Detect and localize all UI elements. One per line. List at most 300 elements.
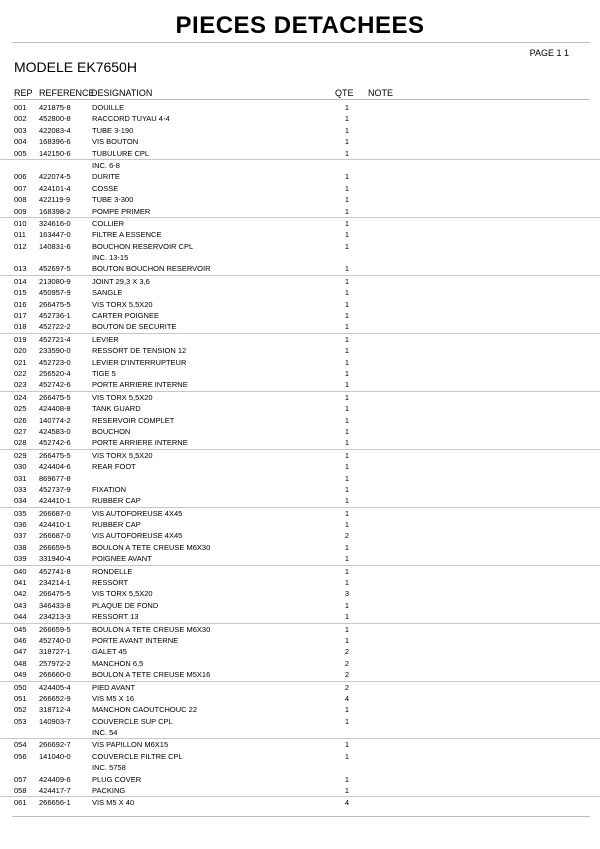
row-designation: RESSORT 13: [92, 612, 139, 622]
row-designation: VIS BOUTON: [92, 137, 139, 147]
row-rep: 024: [14, 392, 27, 402]
row-rep: 050: [14, 682, 27, 692]
row-designation: TUBE 3-190: [92, 125, 134, 135]
table-row: [0, 577, 600, 588]
row-reference: 324616-0: [39, 218, 71, 228]
table-row: [0, 704, 600, 715]
table-row: [0, 762, 600, 773]
row-reference: 424408-8: [39, 404, 71, 414]
row-rep: 027: [14, 426, 27, 436]
table-row: [0, 681, 600, 693]
row-qte: 1: [344, 484, 350, 494]
table-row: [0, 275, 600, 287]
row-qte: 1: [344, 438, 350, 448]
row-qte: 1: [344, 716, 350, 726]
row-reference: 452737-9: [39, 484, 71, 494]
row-designation: RUBBER CAP: [92, 496, 141, 506]
table-row: [0, 530, 600, 541]
table-row: [0, 553, 600, 564]
row-qte: 1: [344, 578, 350, 588]
row-reference: 233590-0: [39, 346, 71, 356]
row-reference: 424410-1: [39, 496, 71, 506]
table-row: [0, 310, 600, 321]
row-qte: 1: [344, 612, 350, 622]
row-reference: 424409-6: [39, 774, 71, 784]
row-qte: 1: [344, 368, 350, 378]
row-reference: 163447-0: [39, 230, 71, 240]
header-reference: REFERENCE: [39, 88, 95, 98]
row-reference: 422083-4: [39, 125, 71, 135]
table-row: [0, 461, 600, 472]
row-reference: 266656-1: [39, 798, 71, 808]
row-rep: 031: [14, 473, 27, 483]
row-designation: PLAQUE DE FOND: [92, 600, 159, 610]
row-rep: 022: [14, 368, 27, 378]
row-reference: 422119-9: [39, 195, 71, 205]
table-row: [0, 600, 600, 611]
row-reference: 140774-2: [39, 415, 71, 425]
table-row: [0, 403, 600, 414]
row-rep: 044: [14, 612, 27, 622]
row-designation: BOUCHON: [92, 426, 131, 436]
row-rep: 021: [14, 357, 27, 367]
header-qte: QTE: [335, 88, 354, 98]
row-reference: 142150-6: [39, 148, 71, 158]
row-qte: 1: [344, 751, 350, 761]
row-qte: 1: [344, 415, 350, 425]
row-qte: 1: [344, 496, 350, 506]
row-designation: BOUTON BOUCHON RESERVOIR: [92, 264, 211, 274]
row-designation: VIS TORX 5,5X20: [92, 392, 153, 402]
row-reference: 424101-4: [39, 183, 71, 193]
row-rep: 047: [14, 647, 27, 657]
row-reference: 318712-4: [39, 705, 71, 715]
row-designation: VIS PAPILLON M6X15: [92, 740, 169, 750]
row-rep: 015: [14, 288, 27, 298]
row-reference: 266652-9: [39, 693, 71, 703]
model-label: MODELE EK7650H: [14, 59, 137, 75]
table-row: [0, 437, 600, 448]
row-qte: 1: [344, 299, 350, 309]
row-designation: POMPE PRIMER: [92, 206, 151, 216]
row-rep: 048: [14, 658, 27, 668]
row-reference: 424417-7: [39, 786, 71, 796]
row-reference: 213080-9: [39, 276, 71, 286]
row-qte: 1: [344, 334, 350, 344]
row-qte: 2: [344, 658, 350, 668]
row-rep: 057: [14, 774, 27, 784]
row-qte: 1: [344, 404, 350, 414]
row-designation: PIED AVANT: [92, 682, 136, 692]
row-rep: 058: [14, 786, 27, 796]
table-row: [0, 252, 600, 263]
row-designation: RUBBER CAP: [92, 520, 141, 530]
row-rep: 042: [14, 589, 27, 599]
row-designation: JOINT 29,3 X 3,6: [92, 276, 150, 286]
table-row: [0, 542, 600, 553]
header-rep: REP: [14, 88, 33, 98]
row-reference: 266475-5: [39, 392, 71, 402]
row-reference: 452741-8: [39, 566, 71, 576]
row-qte: 1: [344, 114, 350, 124]
row-designation: LEVIER: [92, 334, 119, 344]
row-designation: LEVIER D'INTERRUPTEUR: [92, 357, 187, 367]
row-qte: 1: [344, 264, 350, 274]
row-qte: 1: [344, 740, 350, 750]
row-rep: 012: [14, 241, 27, 251]
row-qte: 2: [344, 647, 350, 657]
header-divider: [12, 99, 590, 100]
table-row: [0, 136, 600, 147]
row-rep: 028: [14, 438, 27, 448]
table-row: [0, 774, 600, 785]
table-row: [0, 588, 600, 599]
row-reference: 266692-7: [39, 740, 71, 750]
row-rep: 013: [14, 264, 27, 274]
table-row: [0, 623, 600, 635]
row-rep: 039: [14, 554, 27, 564]
table-row: [0, 263, 600, 274]
row-qte: 1: [344, 566, 350, 576]
row-designation: POIGNEE AVANT: [92, 554, 152, 564]
row-qte: 1: [344, 705, 350, 715]
table-row: [0, 345, 600, 356]
row-reference: 266687-0: [39, 508, 71, 518]
row-qte: 1: [344, 624, 350, 634]
row-reference: 452723-0: [39, 357, 71, 367]
table-row: [0, 241, 600, 252]
row-qte: 1: [344, 195, 350, 205]
page-number: PAGE 1 1: [529, 48, 569, 58]
row-reference: 266660-0: [39, 670, 71, 680]
row-designation: BOUTON DE SECURITE: [92, 322, 177, 332]
row-reference: 424404-6: [39, 462, 71, 472]
table-row: [0, 484, 600, 495]
footer-divider: [12, 816, 590, 817]
table-row: [0, 519, 600, 530]
row-designation: INC. 13-15: [92, 253, 129, 263]
row-rep: 037: [14, 531, 27, 541]
table-row: [0, 194, 600, 205]
table-row: [0, 693, 600, 704]
row-rep: 011: [14, 230, 26, 240]
table-row: [0, 102, 600, 113]
row-reference: 141040-0: [39, 751, 71, 761]
row-designation: RESSORT: [92, 578, 129, 588]
row-designation: PORTE ARRIERE INTERNE: [92, 380, 188, 390]
row-designation: TIGE 5: [92, 368, 116, 378]
row-reference: 421875-8: [39, 103, 71, 112]
table-row: [0, 125, 600, 136]
row-reference: 140903-7: [39, 716, 71, 726]
row-qte: 4: [344, 798, 350, 808]
table-row: [0, 299, 600, 310]
row-qte: 1: [344, 426, 350, 436]
table-row: [0, 391, 600, 403]
row-reference: 318727-1: [39, 647, 71, 657]
table-row: [0, 171, 600, 182]
row-designation: PACKING: [92, 786, 126, 796]
row-rep: 038: [14, 542, 27, 552]
row-designation: COLLIER: [92, 218, 125, 228]
row-reference: 452740-0: [39, 635, 71, 645]
row-qte: 1: [344, 183, 350, 193]
row-rep: 020: [14, 346, 27, 356]
row-designation: TUBE 3-300: [92, 195, 134, 205]
title-divider: [12, 42, 590, 43]
table-row: [0, 287, 600, 298]
row-qte: 2: [344, 670, 350, 680]
row-designation: INC. 5758: [92, 763, 126, 773]
row-rep: 054: [14, 740, 27, 750]
row-qte: 1: [344, 774, 350, 784]
row-rep: 041: [14, 578, 27, 588]
header-note: NOTE: [368, 88, 394, 98]
row-rep: 006: [14, 172, 27, 182]
table-row: [0, 635, 600, 646]
row-rep: 014: [14, 276, 27, 286]
table-row: [0, 183, 600, 194]
table-row: [0, 229, 600, 240]
row-designation: PLUG COVER: [92, 774, 142, 784]
row-reference: 346433-8: [39, 600, 71, 610]
row-qte: 1: [344, 450, 350, 460]
row-qte: 1: [344, 380, 350, 390]
row-rep: 061: [14, 798, 27, 808]
row-qte: 1: [344, 172, 350, 182]
row-qte: 3: [344, 589, 350, 599]
row-reference: 452722-2: [39, 322, 71, 332]
table-row: [0, 796, 600, 808]
row-reference: 450957-9: [39, 288, 71, 298]
page-title: PIECES DETACHEES: [175, 12, 425, 39]
row-designation: PORTE AVANT INTERNE: [92, 635, 179, 645]
row-reference: 234214-1: [39, 578, 71, 588]
row-rep: 010: [14, 218, 27, 228]
table-row: [0, 148, 600, 159]
row-designation: VIS AUTOFOREUSE 4X45: [92, 531, 183, 541]
row-rep: 045: [14, 624, 27, 634]
row-qte: 1: [344, 103, 350, 112]
row-designation: RESERVOIR COMPLET: [92, 415, 175, 425]
row-qte: 1: [344, 148, 350, 158]
row-reference: 168398-2: [39, 206, 71, 216]
row-rep: 019: [14, 334, 27, 344]
row-designation: BOULON A TETE CREUSE M6X30: [92, 624, 211, 634]
table-row: [0, 507, 600, 519]
row-designation: RACCORD TUYAU 4-4: [92, 114, 170, 124]
row-rep: 018: [14, 322, 27, 332]
row-qte: 1: [344, 542, 350, 552]
table-row: [0, 321, 600, 332]
row-designation: FIXATION: [92, 484, 127, 494]
row-designation: VIS TORX 5,5X20: [92, 589, 153, 599]
table-row: [0, 716, 600, 727]
row-reference: 140831-6: [39, 241, 71, 251]
row-rep: 051: [14, 693, 27, 703]
row-qte: 1: [344, 392, 350, 402]
row-reference: 266659-5: [39, 624, 71, 634]
row-qte: 1: [344, 276, 350, 286]
row-rep: 002: [14, 114, 27, 124]
table-row: [0, 611, 600, 622]
table-row: [0, 113, 600, 124]
row-qte: 2: [344, 531, 350, 541]
row-qte: 1: [344, 241, 350, 251]
table-row: [0, 449, 600, 461]
row-designation: MANCHON 6,5: [92, 658, 144, 668]
table-row: [0, 159, 600, 171]
row-qte: 1: [344, 218, 350, 228]
row-designation: GALET 45: [92, 647, 127, 657]
row-designation: CARTER POIGNEE: [92, 311, 159, 321]
row-designation: VIS M5 X 40: [92, 798, 135, 808]
row-designation: COUVERCLE FILTRE CPL: [92, 751, 183, 761]
row-qte: 1: [344, 786, 350, 796]
row-qte: 1: [344, 635, 350, 645]
row-reference: 452736-1: [39, 311, 71, 321]
row-rep: 043: [14, 600, 27, 610]
row-qte: 1: [344, 230, 350, 240]
header-designation: DESIGNATION: [91, 88, 153, 98]
row-designation: VIS M5 X 16: [92, 693, 135, 703]
row-reference: 869677-8: [39, 473, 71, 483]
row-rep: 030: [14, 462, 27, 472]
table-row: [0, 646, 600, 657]
row-reference: 424583-0: [39, 426, 71, 436]
row-rep: 005: [14, 148, 27, 158]
row-rep: 008: [14, 195, 27, 205]
table-row: [0, 669, 600, 680]
row-designation: INC. 6-8: [92, 160, 120, 170]
row-designation: PORTE ARRIERE INTERNE: [92, 438, 188, 448]
row-qte: 1: [344, 288, 350, 298]
row-reference: 424405-4: [39, 682, 71, 692]
row-reference: 168396-6: [39, 137, 71, 147]
row-qte: 1: [344, 322, 350, 332]
row-qte: 1: [344, 600, 350, 610]
row-qte: 1: [344, 508, 350, 518]
row-qte: 1: [344, 357, 350, 367]
row-designation: DURITE: [92, 172, 120, 182]
row-qte: 1: [344, 462, 350, 472]
row-qte: 1: [344, 137, 350, 147]
row-reference: 452697-5: [39, 264, 71, 274]
table-row: [0, 206, 600, 217]
row-qte: 1: [344, 125, 350, 135]
row-reference: 452742-6: [39, 438, 71, 448]
row-rep: 023: [14, 380, 27, 390]
row-designation: COSSE: [92, 183, 119, 193]
row-reference: 452721-4: [39, 334, 71, 344]
parts-table: [0, 102, 600, 809]
table-row: [0, 495, 600, 506]
table-row: [0, 751, 600, 762]
row-rep: 053: [14, 716, 27, 726]
row-designation: RONDELLE: [92, 566, 133, 576]
row-rep: 033: [14, 484, 27, 494]
table-row: [0, 658, 600, 669]
row-rep: 001: [14, 103, 27, 112]
row-rep: 049: [14, 670, 27, 680]
row-reference: 256520-4: [39, 368, 71, 378]
table-row: [0, 217, 600, 229]
row-designation: VIS AUTOFOREUSE 4X45: [92, 508, 183, 518]
row-qte: 1: [344, 520, 350, 530]
table-row: [0, 333, 600, 345]
row-designation: BOULON A TETE CREUSE M5X16: [92, 670, 211, 680]
row-rep: 056: [14, 751, 27, 761]
row-reference: 266659-5: [39, 542, 71, 552]
row-reference: 331940-4: [39, 554, 71, 564]
row-reference: 452742-6: [39, 380, 71, 390]
table-row: [0, 357, 600, 368]
row-designation: BOULON A TETE CREUSE M6X30: [92, 542, 211, 552]
row-rep: 036: [14, 520, 27, 530]
row-designation: FILTRE A ESSENCE: [92, 230, 162, 240]
row-rep: 029: [14, 450, 27, 460]
table-row: [0, 473, 600, 484]
row-reference: 452800-8: [39, 114, 71, 124]
row-rep: 034: [14, 496, 27, 506]
row-rep: 046: [14, 635, 27, 645]
row-designation: DOUILLE: [92, 103, 125, 112]
row-reference: 266475-5: [39, 299, 71, 309]
row-designation: REAR FOOT: [92, 462, 136, 472]
row-qte: 1: [344, 554, 350, 564]
table-row: [0, 379, 600, 390]
row-designation: VIS TORX 5,5X20: [92, 450, 153, 460]
table-row: [0, 738, 600, 750]
row-rep: 003: [14, 125, 27, 135]
row-rep: 017: [14, 311, 27, 321]
row-designation: RESSORT DE TENSION 12: [92, 346, 187, 356]
table-row: [0, 368, 600, 379]
row-reference: 422074-5: [39, 172, 71, 182]
row-qte: 1: [344, 473, 350, 483]
row-rep: 007: [14, 183, 27, 193]
row-designation: TUBULURE CPL: [92, 148, 150, 158]
row-rep: 026: [14, 415, 27, 425]
table-row: [0, 565, 600, 577]
row-designation: SANGLE: [92, 288, 123, 298]
row-rep: 009: [14, 206, 27, 216]
row-reference: 424410-1: [39, 520, 71, 530]
row-reference: 234213-3: [39, 612, 71, 622]
table-row: [0, 415, 600, 426]
row-rep: 040: [14, 566, 27, 576]
row-rep: 004: [14, 137, 27, 147]
row-qte: 1: [344, 206, 350, 216]
row-qte: 1: [344, 311, 350, 321]
table-row: [0, 426, 600, 437]
row-designation: VIS TORX 5,5X20: [92, 299, 153, 309]
row-designation: BOUCHON RESERVOIR CPL: [92, 241, 194, 251]
row-designation: COUVERCLE SUP CPL: [92, 716, 173, 726]
row-rep: 035: [14, 508, 27, 518]
row-reference: 266687-0: [39, 531, 71, 541]
row-reference: 266475-5: [39, 589, 71, 599]
row-reference: 257972-2: [39, 658, 71, 668]
row-designation: INC. 54: [92, 728, 118, 738]
row-qte: 1: [344, 346, 350, 356]
row-designation: MANCHON CAOUTCHOUC 22: [92, 705, 198, 715]
row-rep: 016: [14, 299, 27, 309]
table-row: [0, 785, 600, 796]
row-qte: 4: [344, 693, 350, 703]
row-rep: 052: [14, 705, 27, 715]
table-row: [0, 727, 600, 738]
